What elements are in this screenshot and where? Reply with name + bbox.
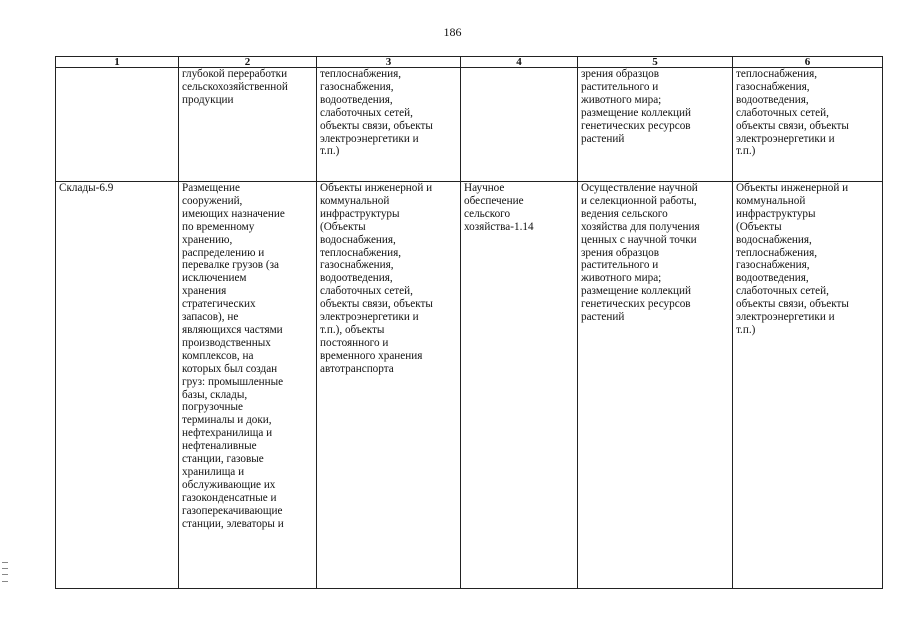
table-cell: Склады-6.9 [56, 182, 179, 589]
table-cell: Размещение сооружений, имеющих назначение по временному хранению, распределению и перевалке грузов (за исключением хранения стратегических запасов), не являющихся частями производственных комплексов, на которых был создан груз: промышленные базы, склады, погрузочные терминалы и доки, нефтехранилища и нефтеналивные станции, газовые хранилища и обслуживающие их газоконденсатные и газоперекачивающие станции, элеваторы и [179, 182, 317, 589]
table-row [56, 68, 883, 182]
column-header-3: 3 [317, 57, 461, 68]
column-header-5: 5 [578, 57, 733, 68]
table-cell: теплоснабжения, газоснабжения, водоотведения, слаботочных сетей, объекты связи, объекты электроэнергетики и т.п.) [317, 68, 461, 182]
table-cell [56, 68, 179, 182]
regulations-table [55, 56, 883, 589]
table-header-row [56, 57, 883, 68]
table-cell [461, 68, 578, 182]
column-header-2: 2 [179, 57, 317, 68]
table-cell: Объекты инженерной и коммунальной инфраструктуры (Объекты водоснабжения, теплоснабжения, газоснабжения, водоотведения, слаботочных сетей, объекты связи, объекты электроэнергетики и т.п.), объекты постоянного и временного хранения автотранспорта [317, 182, 461, 589]
table-row [56, 182, 883, 589]
table-cell: глубокой переработки сельскохозяйственной продукции [179, 68, 317, 182]
table-cell: Научное обеспечение сельского хозяйства-1.14 [461, 182, 578, 589]
column-header-4: 4 [461, 57, 578, 68]
table-cell: зрения образцов растительного и животного мира; размещение коллекций генетических ресурсов растений [578, 68, 733, 182]
table-cell: Объекты инженерной и коммунальной инфраструктуры (Объекты водоснабжения, теплоснабжения, газоснабжения, водоотведения, слаботочных сетей, объекты связи, объекты электроэнергетики и т.п.) [733, 182, 883, 589]
table-cell: теплоснабжения, газоснабжения, водоотведения, слаботочных сетей, объекты связи, объекты электроэнергетики и т.п.) [733, 68, 883, 182]
page-number: 186 [443, 25, 462, 39]
scan-margin-marks [2, 562, 8, 582]
column-header-1: 1 [56, 57, 179, 68]
table-cell: Осуществление научной и селекционной работы, ведения сельского хозяйства для получения ценных с научной точки зрения образцов растительного и животного мира; размещение коллекций генетических ресурсов растений [578, 182, 733, 589]
column-header-6: 6 [733, 57, 883, 68]
